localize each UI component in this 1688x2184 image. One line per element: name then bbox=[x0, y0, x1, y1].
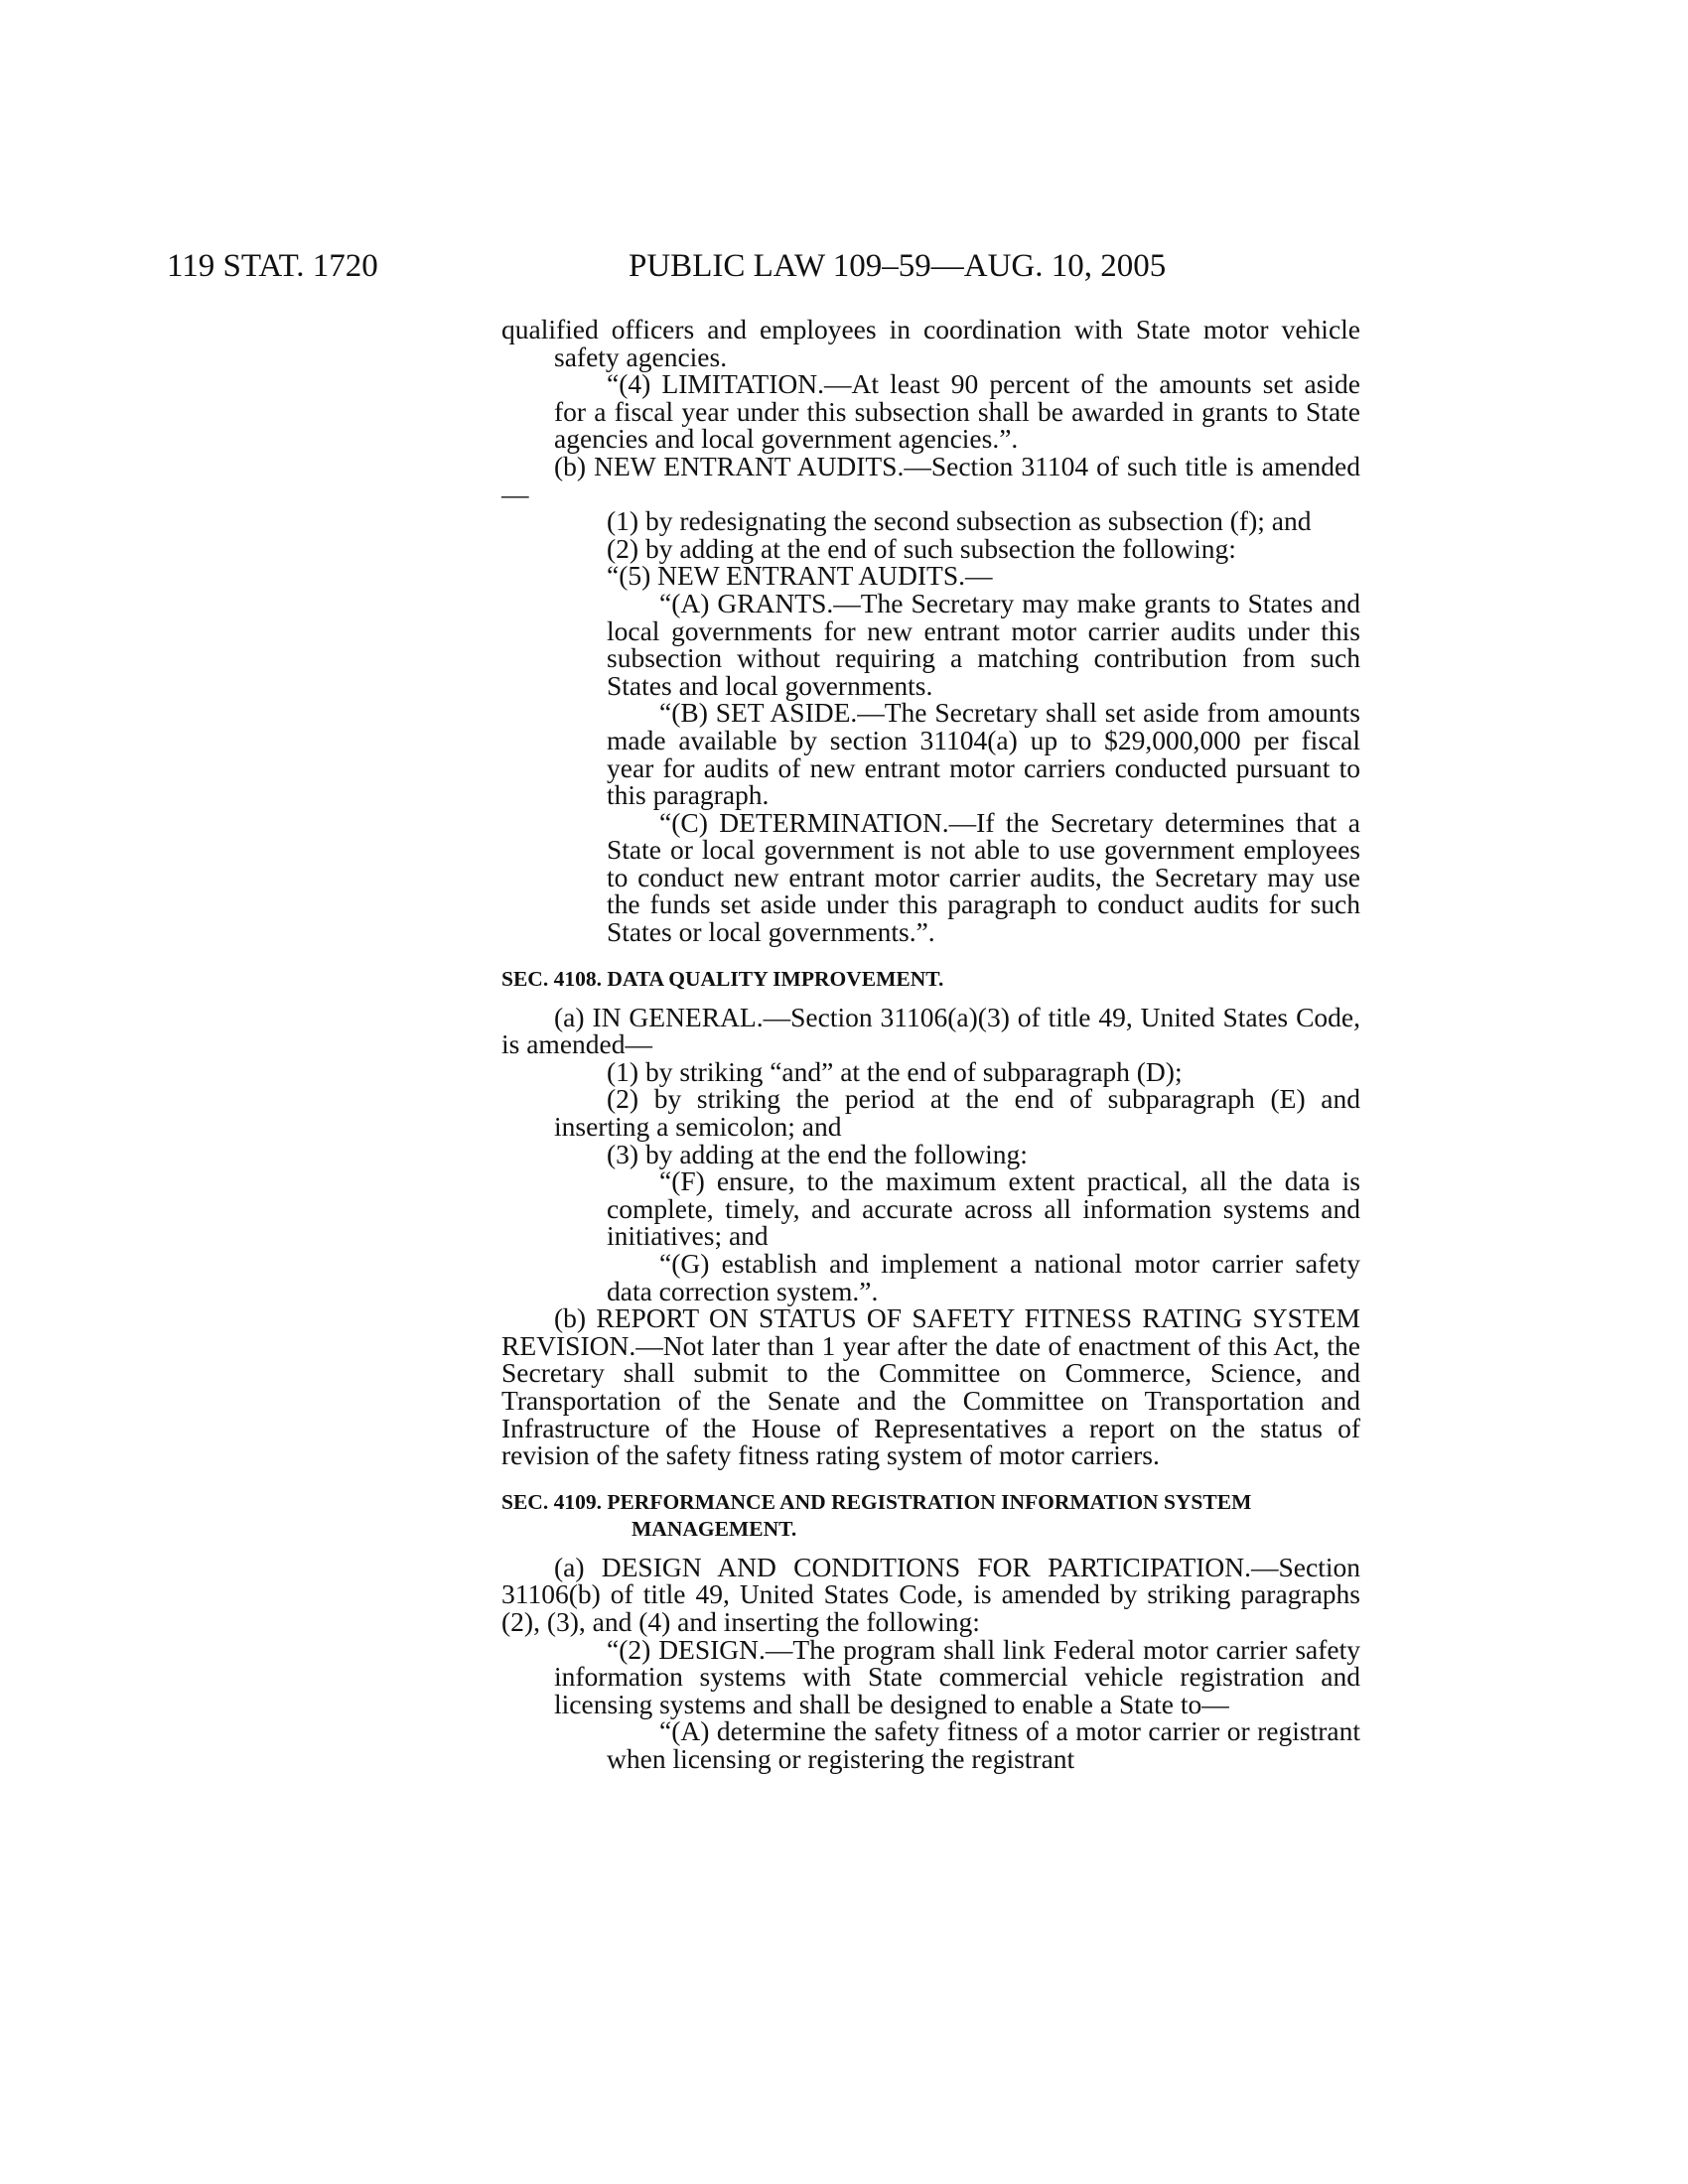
body-paragraph: qualified officers and employees in coordination with State motor vehicle safety agencies. bbox=[501, 314, 1360, 372]
body-paragraph: “(5) NEW ENTRANT AUDITS.— bbox=[607, 560, 993, 592]
body-paragraph: (1) by redesignating the second subsection as subsection (f); and bbox=[607, 505, 1312, 537]
document-body bbox=[501, 316, 1360, 1773]
body-paragraph: “(A) determine the safety fitness of a motor carrier or registrant when licensing or registering the registrant bbox=[607, 1715, 1360, 1774]
body-paragraph: “(A) GRANTS.—The Secretary may make grants to States and local governments for new entrant motor carrier audits under this subsection without requiring a matching contribution from such States and local governments. bbox=[607, 587, 1360, 701]
section-heading: SEC. 4108. DATA QUALITY IMPROVEMENT. bbox=[501, 966, 944, 991]
section-heading: SEC. 4109. PERFORMANCE AND REGISTRATION INFORMATION SYSTEM MANAGEMENT. bbox=[501, 1489, 1252, 1541]
body-paragraph: “(F) ensure, to the maximum extent practical, all the data is complete, timely, and accurate across all information systems and initiatives; and bbox=[607, 1165, 1360, 1252]
body-paragraph: “(2) DESIGN.—The program shall link Federal motor carrier safety information systems with State commercial vehicle registration and licensing systems and shall be designed to enable a State to— bbox=[554, 1633, 1360, 1719]
body-paragraph: (2) by adding at the end of such subsection the following: bbox=[607, 532, 1236, 564]
body-paragraph: (a) DESIGN AND CONDITIONS FOR PARTICIPATION.—Section 31106(b) of title 49, United States Code, is amended by striking paragraphs (2), (3), and (4) and inserting the following: bbox=[501, 1551, 1360, 1637]
body-paragraph: “(G) establish and implement a national motor carrier safety data correction system.”. bbox=[607, 1248, 1360, 1306]
public-law-header: PUBLIC LAW 109–59—AUG. 10, 2005 bbox=[629, 248, 1167, 284]
body-paragraph: (2) by striking the period at the end of subparagraph (E) and inserting a semicolon; and bbox=[554, 1083, 1360, 1143]
body-paragraph: “(4) LIMITATION.—At least 90 percent of the amounts set aside for a fiscal year under this subsection shall be awarded in grants to State agencies and local government agencies.”. bbox=[554, 368, 1360, 455]
body-paragraph: (a) IN GENERAL.—Section 31106(a)(3) of title 49, United States Code, is amended— bbox=[501, 1001, 1360, 1060]
body-paragraph: (b) NEW ENTRANT AUDITS.—Section 31104 of such title is amended— bbox=[501, 450, 1360, 509]
body-paragraph: (b) REPORT ON STATUS OF SAFETY FITNESS RATING SYSTEM REVISION.—Not later than 1 year after the date of enactment of this Act, the Secretary shall submit to the Committee on Commerce, Science, and Transportation of the Senate and the Committee on Transportation and Infrastructure of the House of Representatives a report on the status of revision of the safety fitness rating system of motor carriers. bbox=[501, 1302, 1360, 1471]
body-paragraph: “(B) SET ASIDE.—The Secretary shall set aside from amounts made available by section 31104(a) up to $29,000,000 per fiscal year for audits of new entrant motor carriers conducted pursuant to this paragraph. bbox=[607, 697, 1360, 811]
body-paragraph: (3) by adding at the end the following: bbox=[607, 1138, 1028, 1169]
body-paragraph: “(C) DETERMINATION.—If the Secretary determines that a State or local government is not able to use government employees to conduct new entrant motor carrier audits, the Secretary may use the funds set aside under this paragraph to conduct audits for such States or local governments.”. bbox=[607, 806, 1360, 948]
body-paragraph: (1) by striking “and” at the end of subparagraph (D); bbox=[607, 1055, 1183, 1087]
statute-page-reference: 119 STAT. 1720 bbox=[167, 248, 378, 284]
